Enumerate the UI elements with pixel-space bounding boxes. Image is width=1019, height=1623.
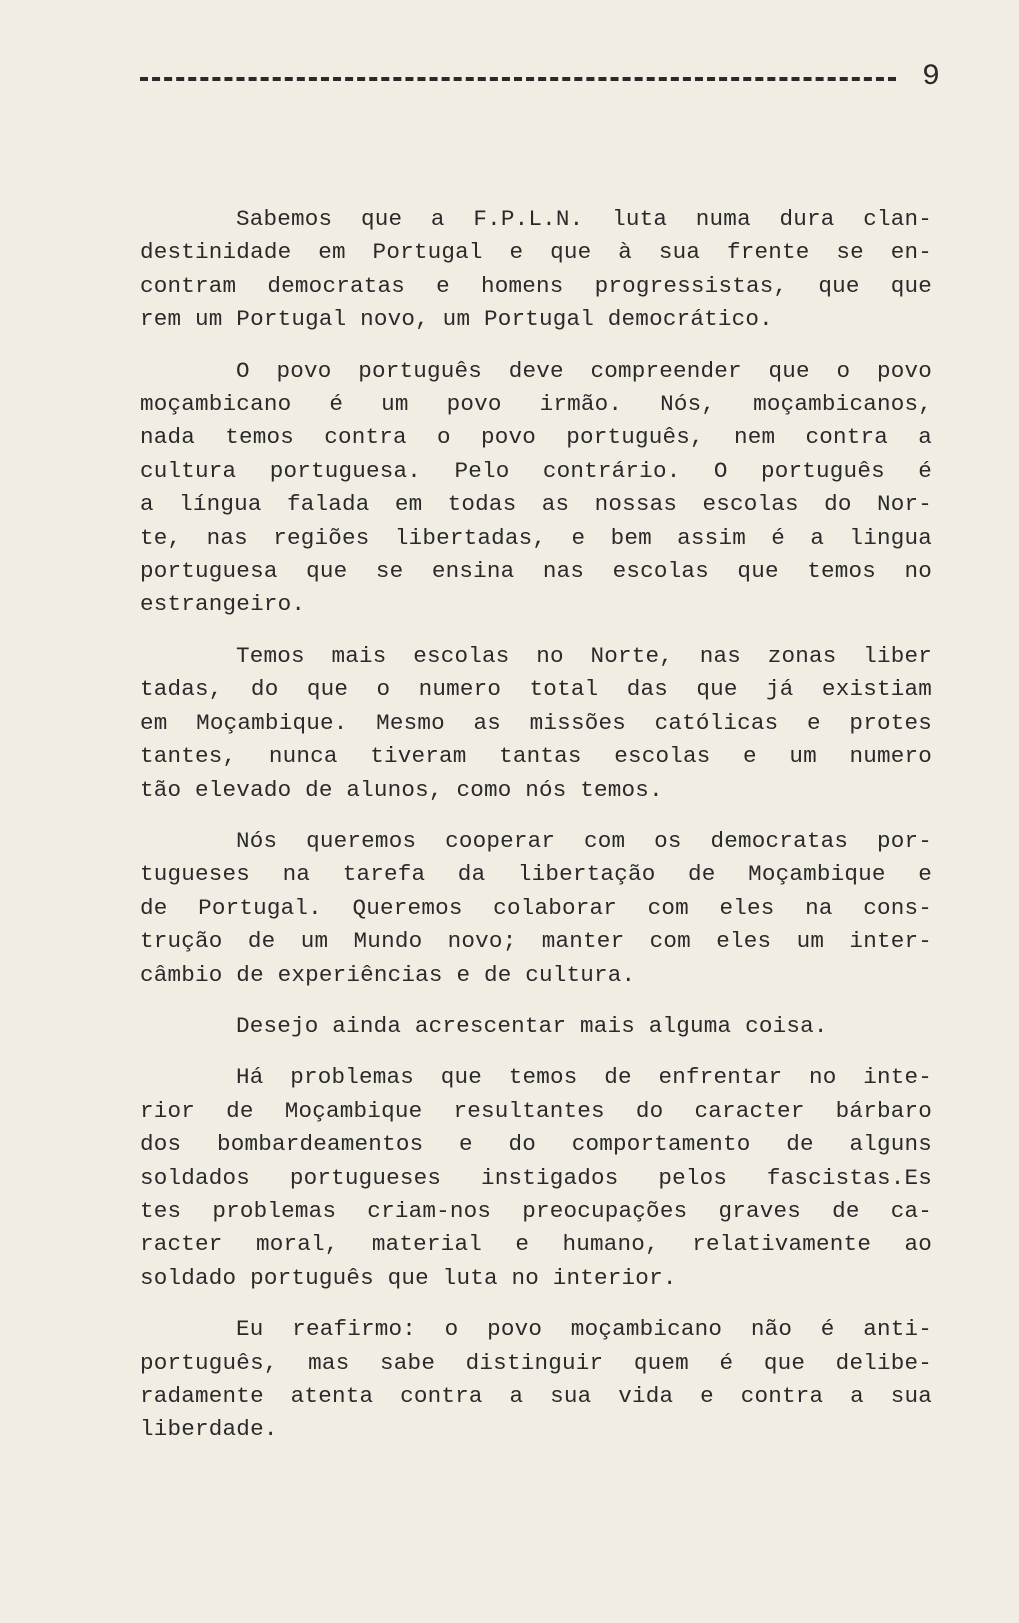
text-line: cultura portuguesa. Pelo contrário. O português é — [140, 457, 932, 484]
text-line: racter moral, material e humano, relativamente ao — [140, 1231, 932, 1258]
text-line: soldado português que luta no interior. — [140, 1264, 677, 1291]
text-line: Nós queremos cooperar com os democratas por- — [236, 827, 932, 854]
text-line: câmbio de experiências e de cultura. — [140, 961, 636, 988]
paragraph — [140, 1010, 932, 1043]
text-line: tugueses na tarefa da libertação de Moçambique e — [140, 861, 932, 888]
text-line: te, nas regiões libertadas, e bem assim é a lingua — [140, 524, 932, 551]
text-line: radamente atenta contra a sua vida e contra a sua — [140, 1383, 932, 1409]
text-line: rem um Portugal novo, um Portugal democrático. — [140, 306, 773, 333]
text-line: a língua falada em todas as nossas escolas do Nor- — [140, 491, 932, 518]
text-line: de Portugal. Queremos colaborar com eles na cons- — [140, 894, 932, 921]
text-line: português, mas sabe distinguir quem é que delibe- — [140, 1349, 932, 1376]
text-line: portuguesa que se ensina nas escolas que temos no — [140, 558, 932, 585]
paragraph — [140, 825, 932, 992]
text-line: rior de Moçambique resultantes do caracter bárbaro — [140, 1097, 932, 1124]
page-header — [140, 52, 940, 102]
text-line: destinidade em Portugal e que à sua frente se en- — [140, 239, 932, 266]
document-body — [140, 203, 932, 1465]
text-line: trução de um Mundo novo; manter com eles um inter- — [140, 928, 932, 955]
text-line: tão elevado de alunos, como nós temos. — [140, 776, 663, 803]
text-line: Sabemos que a F.P.L.N. luta numa dura clan- — [236, 206, 932, 232]
text-line: O povo português deve compreender que o povo — [236, 357, 932, 384]
text-line: contram democratas e homens progressistas, que que — [140, 272, 932, 299]
page-number: 9 — [921, 60, 940, 94]
text-line: Temos mais escolas no Norte, nas zonas liber — [236, 642, 932, 669]
text-line: Há problemas que temos de enfrentar no inte- — [236, 1064, 932, 1091]
text-line: tadas, do que o numero total das que já existiam — [140, 676, 932, 703]
paragraph — [140, 640, 932, 807]
text-line: tes problemas criam-nos preocupações graves de ca- — [140, 1197, 932, 1224]
paragraph — [140, 203, 932, 337]
paragraph — [140, 355, 932, 622]
text-line: tantes, nunca tiveram tantas escolas e um numero — [140, 743, 932, 770]
paragraph — [140, 1313, 932, 1447]
text-line: liberdade. — [140, 1416, 278, 1443]
paragraph — [140, 1061, 932, 1295]
header-dashed-rule — [140, 77, 896, 81]
text-line: moçambicano é um povo irmão. Nós, moçambicanos, — [140, 391, 932, 418]
text-line: em Moçambique. Mesmo as missões católicas e protes — [140, 709, 932, 736]
text-line: soldados portugueses instigados pelos fascistas.Es — [140, 1164, 932, 1191]
text-line: estrangeiro. — [140, 591, 306, 618]
text-line: Eu reafirmo: o povo moçambicano não é anti- — [236, 1316, 932, 1343]
text-line: dos bombardeamentos e do comportamento de alguns — [140, 1131, 932, 1158]
text-line: Desejo ainda acrescentar mais alguma coisa. — [236, 1012, 828, 1039]
text-line: nada temos contra o povo português, nem contra a — [140, 424, 932, 451]
